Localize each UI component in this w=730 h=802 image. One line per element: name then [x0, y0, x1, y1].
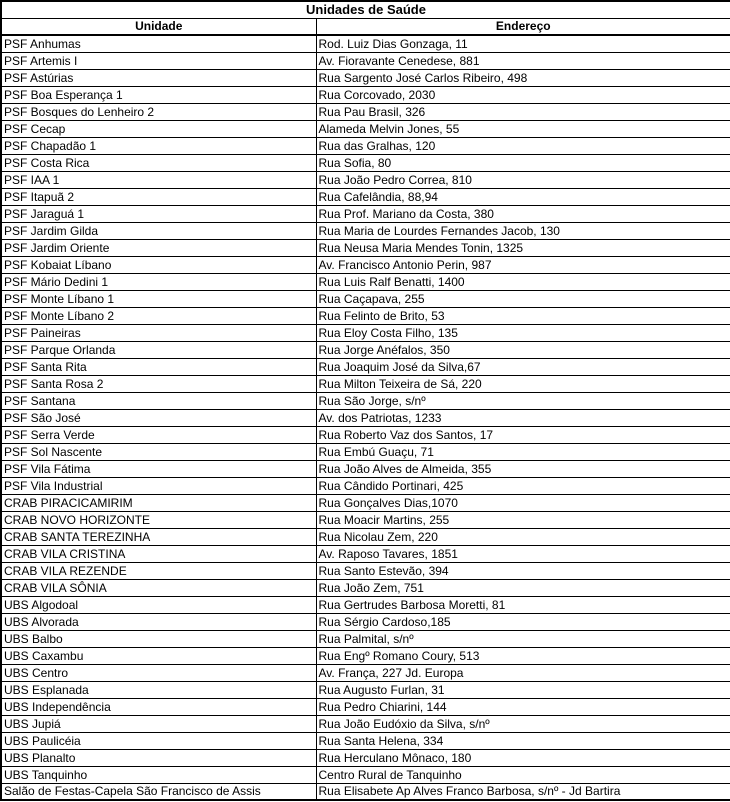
table-row — [1, 596, 730, 613]
address-cell: Rua Sofia, 80 — [316, 154, 730, 171]
unit-name-cell: UBS Alvorada — [1, 613, 316, 630]
unit-name-cell: PSF Monte Líbano 1 — [1, 290, 316, 307]
address-cell: Rua Jorge Anéfalos, 350 — [316, 341, 730, 358]
table-row — [1, 749, 730, 766]
address-cell: Rua Gertrudes Barbosa Moretti, 81 — [316, 596, 730, 613]
address-cell: Rua Neusa Maria Mendes Tonin, 1325 — [316, 239, 730, 256]
unit-name-cell: CRAB SANTA TEREZINHA — [1, 528, 316, 545]
address-cell: Rua das Gralhas, 120 — [316, 137, 730, 154]
table-row — [1, 766, 730, 783]
table-row — [1, 460, 730, 477]
unit-name-cell: UBS Tanquinho — [1, 766, 316, 783]
unit-name-cell: Salão de Festas-Capela São Francisco de Assis — [1, 783, 316, 800]
column-header-unidade: Unidade — [1, 18, 316, 35]
address-cell: Rua João Pedro Correa, 810 — [316, 171, 730, 188]
address-cell: Av. Raposo Tavares, 1851 — [316, 545, 730, 562]
unit-name-cell: UBS Paulicéia — [1, 732, 316, 749]
unit-name-cell: CRAB VILA CRISTINA — [1, 545, 316, 562]
unit-name-cell: PSF Jardim Gilda — [1, 222, 316, 239]
address-cell: Av. Francisco Antonio Perin, 987 — [316, 256, 730, 273]
unit-name-cell: PSF São José — [1, 409, 316, 426]
address-cell: Rua São Jorge, s/nº — [316, 392, 730, 409]
address-cell: Rua Maria de Lourdes Fernandes Jacob, 130 — [316, 222, 730, 239]
unit-name-cell: UBS Centro — [1, 664, 316, 681]
table-row — [1, 103, 730, 120]
address-cell: Rua Santo Estevão, 394 — [316, 562, 730, 579]
table-body — [1, 35, 730, 800]
table-row — [1, 562, 730, 579]
address-cell: Rua Milton Teixeira de Sá, 220 — [316, 375, 730, 392]
unit-name-cell: PSF Santa Rosa 2 — [1, 375, 316, 392]
unit-name-cell: PSF Jardim Oriente — [1, 239, 316, 256]
table-row — [1, 358, 730, 375]
table-row — [1, 698, 730, 715]
unit-name-cell: CRAB VILA SÔNIA — [1, 579, 316, 596]
table-header-row — [1, 18, 730, 35]
table-row — [1, 375, 730, 392]
table-row — [1, 392, 730, 409]
table-row — [1, 630, 730, 647]
unit-name-cell: CRAB NOVO HORIZONTE — [1, 511, 316, 528]
unit-name-cell: PSF Vila Fátima — [1, 460, 316, 477]
table-row — [1, 205, 730, 222]
table-row — [1, 545, 730, 562]
address-cell: Rua Corcovado, 2030 — [316, 86, 730, 103]
address-cell: Rua Luis Ralf Benatti, 1400 — [316, 273, 730, 290]
address-cell: Rua Cafelândia, 88,94 — [316, 188, 730, 205]
unit-name-cell: PSF Kobaiat Líbano — [1, 256, 316, 273]
table-row — [1, 443, 730, 460]
unit-name-cell: PSF Astúrias — [1, 69, 316, 86]
column-header-endereco: Endereço — [316, 18, 730, 35]
table-row — [1, 120, 730, 137]
table-title-row — [1, 1, 730, 18]
table-row — [1, 681, 730, 698]
table-title: Unidades de Saúde — [1, 1, 730, 18]
unit-name-cell: PSF Artemis I — [1, 52, 316, 69]
address-cell: Rua João Alves de Almeida, 355 — [316, 460, 730, 477]
address-cell: Rua Cândido Portinari, 425 — [316, 477, 730, 494]
table-row — [1, 86, 730, 103]
address-cell: Rua Joaquim José da Silva,67 — [316, 358, 730, 375]
address-cell: Rua Sargento José Carlos Ribeiro, 498 — [316, 69, 730, 86]
address-cell: Rua João Eudóxio da Silva, s/nº — [316, 715, 730, 732]
address-cell: Rua Santa Helena, 334 — [316, 732, 730, 749]
unit-name-cell: PSF Chapadão 1 — [1, 137, 316, 154]
table-row — [1, 154, 730, 171]
unit-name-cell: UBS Caxambu — [1, 647, 316, 664]
address-cell: Rua Nicolau Zem, 220 — [316, 528, 730, 545]
address-cell: Rua Sérgio Cardoso,185 — [316, 613, 730, 630]
address-cell: Rua Pau Brasil, 326 — [316, 103, 730, 120]
unit-name-cell: PSF Cecap — [1, 120, 316, 137]
table-row — [1, 290, 730, 307]
table-row — [1, 35, 730, 52]
unit-name-cell: CRAB VILA REZENDE — [1, 562, 316, 579]
table-row — [1, 613, 730, 630]
table-row — [1, 341, 730, 358]
table-row — [1, 664, 730, 681]
unit-name-cell: PSF Jaraguá 1 — [1, 205, 316, 222]
unit-name-cell: UBS Independência — [1, 698, 316, 715]
table-row — [1, 324, 730, 341]
address-cell: Rua Engº Romano Coury, 513 — [316, 647, 730, 664]
address-cell: Av. França, 227 Jd. Europa — [316, 664, 730, 681]
unit-name-cell: PSF Santana — [1, 392, 316, 409]
unit-name-cell: PSF Parque Orlanda — [1, 341, 316, 358]
unit-name-cell: PSF Serra Verde — [1, 426, 316, 443]
unit-name-cell: PSF Costa Rica — [1, 154, 316, 171]
table-row — [1, 528, 730, 545]
unit-name-cell: PSF Monte Líbano 2 — [1, 307, 316, 324]
table-row — [1, 239, 730, 256]
unit-name-cell: PSF Santa Rita — [1, 358, 316, 375]
address-cell: Alameda Melvin Jones, 55 — [316, 120, 730, 137]
unit-name-cell: PSF Anhumas — [1, 35, 316, 52]
address-cell: Rua Eloy Costa Filho, 135 — [316, 324, 730, 341]
address-cell: Rua Augusto Furlan, 31 — [316, 681, 730, 698]
table-row — [1, 426, 730, 443]
unit-name-cell: PSF Boa Esperança 1 — [1, 86, 316, 103]
table-row — [1, 511, 730, 528]
table-row — [1, 494, 730, 511]
table-row — [1, 579, 730, 596]
table-row — [1, 477, 730, 494]
unit-name-cell: UBS Planalto — [1, 749, 316, 766]
table-row — [1, 171, 730, 188]
address-cell: Rua Embú Guaçu, 71 — [316, 443, 730, 460]
unit-name-cell: PSF IAA 1 — [1, 171, 316, 188]
unit-name-cell: PSF Sol Nascente — [1, 443, 316, 460]
table-row — [1, 256, 730, 273]
address-cell: Rua Herculano Mônaco, 180 — [316, 749, 730, 766]
table-row — [1, 137, 730, 154]
unit-name-cell: UBS Jupiá — [1, 715, 316, 732]
table-row — [1, 409, 730, 426]
address-cell: Rua Palmital, s/nº — [316, 630, 730, 647]
table-row — [1, 273, 730, 290]
address-cell: Av. Fioravante Cenedese, 881 — [316, 52, 730, 69]
table-row — [1, 188, 730, 205]
table-row — [1, 222, 730, 239]
unit-name-cell: PSF Itapuã 2 — [1, 188, 316, 205]
table-row — [1, 783, 730, 800]
address-cell: Rua Gonçalves Dias,1070 — [316, 494, 730, 511]
address-cell: Rua João Zem, 751 — [316, 579, 730, 596]
table-row — [1, 732, 730, 749]
address-cell: Centro Rural de Tanquinho — [316, 766, 730, 783]
unit-name-cell: PSF Vila Industrial — [1, 477, 316, 494]
unit-name-cell: CRAB PIRACICAMIRIM — [1, 494, 316, 511]
address-cell: Rua Elisabete Ap Alves Franco Barbosa, s/nº - Jd Bartira — [316, 783, 730, 800]
table-row — [1, 52, 730, 69]
address-cell: Rua Moacir Martins, 255 — [316, 511, 730, 528]
address-cell: Rua Prof. Mariano da Costa, 380 — [316, 205, 730, 222]
table-row — [1, 715, 730, 732]
address-cell: Rua Roberto Vaz dos Santos, 17 — [316, 426, 730, 443]
address-cell: Av. dos Patriotas, 1233 — [316, 409, 730, 426]
address-cell: Rua Caçapava, 255 — [316, 290, 730, 307]
table-row — [1, 647, 730, 664]
unit-name-cell: PSF Paineiras — [1, 324, 316, 341]
unit-name-cell: UBS Balbo — [1, 630, 316, 647]
table-row — [1, 69, 730, 86]
unit-name-cell: PSF Mário Dedini 1 — [1, 273, 316, 290]
table-row — [1, 307, 730, 324]
unit-name-cell: UBS Esplanada — [1, 681, 316, 698]
unit-name-cell: PSF Bosques do Lenheiro 2 — [1, 103, 316, 120]
address-cell: Rua Pedro Chiarini, 144 — [316, 698, 730, 715]
address-cell: Rua Felinto de Brito, 53 — [316, 307, 730, 324]
unit-name-cell: UBS Algodoal — [1, 596, 316, 613]
address-cell: Rod. Luiz Dias Gonzaga, 11 — [316, 35, 730, 52]
